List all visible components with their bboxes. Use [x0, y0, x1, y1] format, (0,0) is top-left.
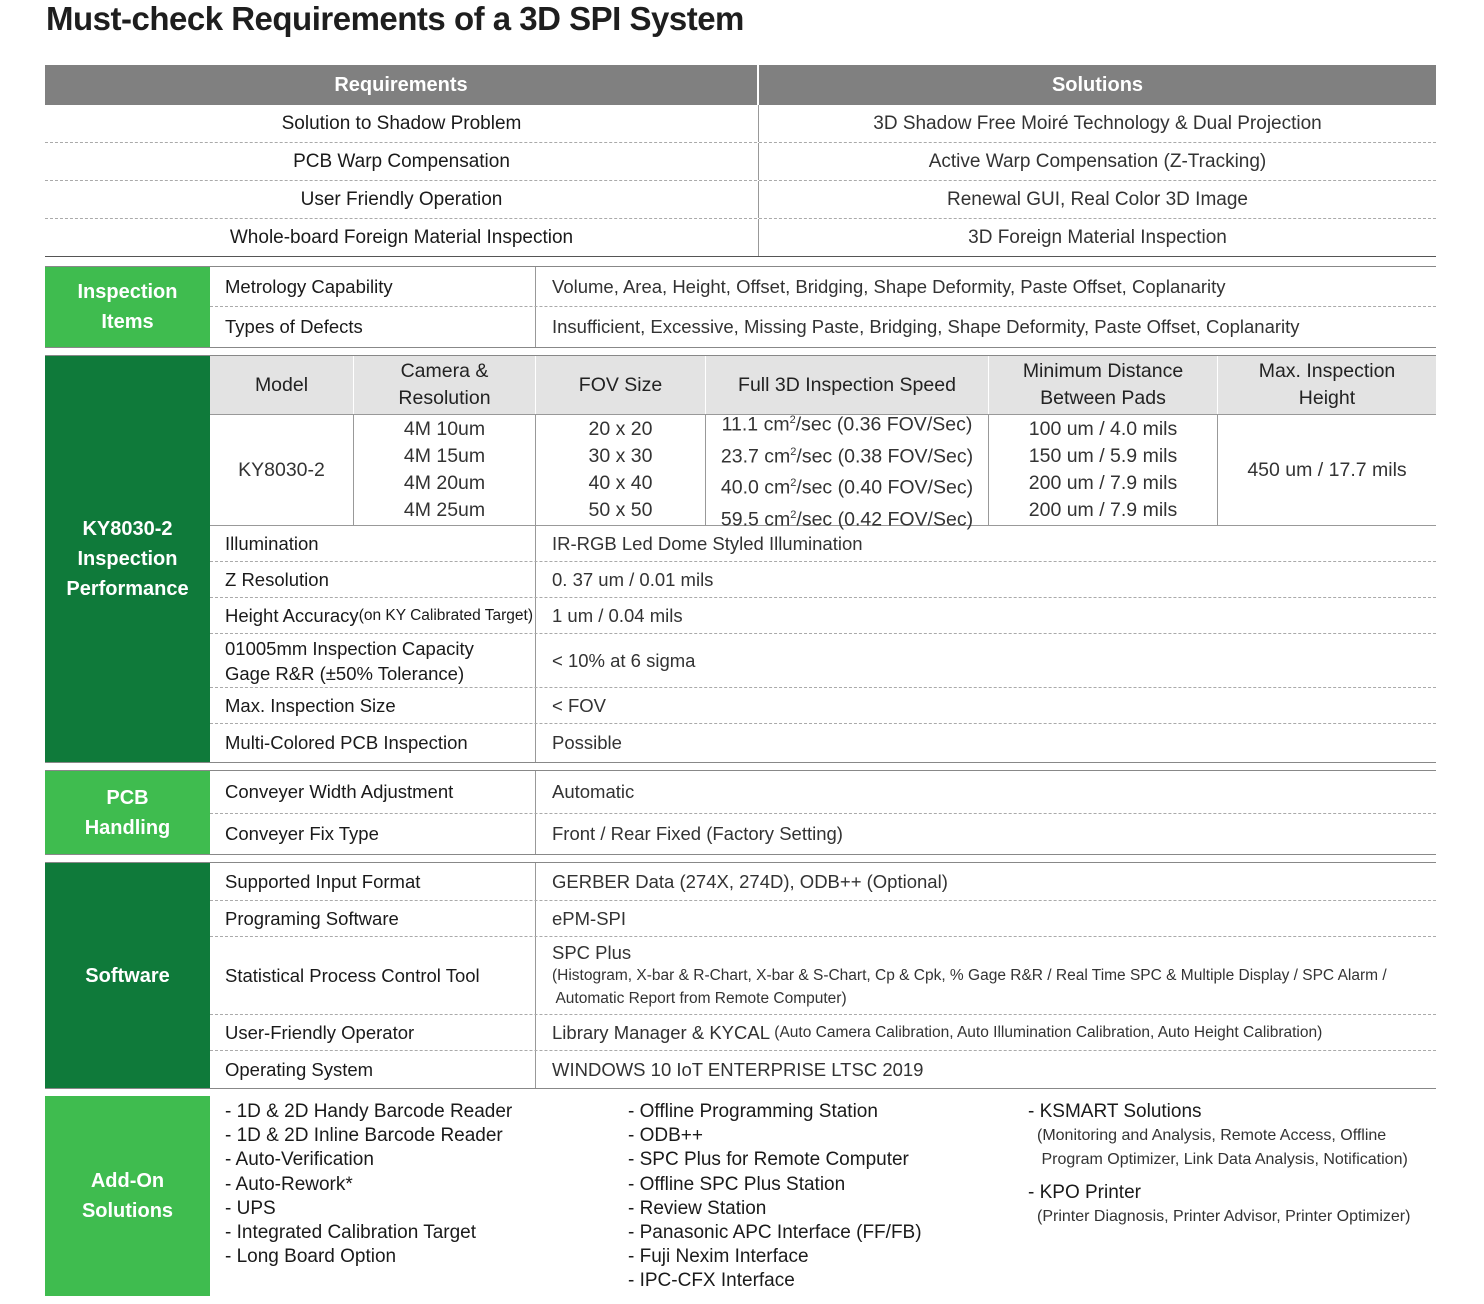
- list-item: - Long Board Option: [225, 1246, 397, 1268]
- solution-cell: 3D Shadow Free Moiré Technology & Dual Projection: [873, 112, 1322, 134]
- speed-value: 59.5 $cm^2/\sec$ (0.42 FOV/Sec): [720, 508, 974, 530]
- spec-label: Programing Software: [210, 901, 536, 936]
- list-item: - IPC-CFX Interface: [628, 1270, 795, 1292]
- requirement-cell: Whole-board Foreign Material Inspection: [45, 219, 759, 256]
- distance-header: [989, 356, 1218, 414]
- list-item: - Panasonic APC Interface (FF/FB): [628, 1222, 922, 1244]
- section-label-line: KY8030-2: [82, 518, 173, 540]
- spec-row: [210, 937, 1436, 1015]
- solution-cell: 3D Foreign Material Inspection: [968, 226, 1227, 248]
- spec-label: Conveyer Width Adjustment: [210, 771, 536, 813]
- addon-column-3: [1028, 1100, 1410, 1229]
- spec-row: [210, 771, 1436, 814]
- list-item: - Fuji Nexim Interface: [628, 1246, 809, 1268]
- max-height-cell: [1218, 415, 1436, 525]
- spec-label: Multi-Colored PCB Inspection: [210, 724, 536, 762]
- list-item: - UPS: [225, 1197, 276, 1219]
- list-item: - Integrated Calibration Target: [225, 1222, 477, 1244]
- requirements-header: [45, 65, 1436, 105]
- list-item: - SPC Plus for Remote Computer: [628, 1149, 909, 1171]
- spec-value: Library Manager & KYCAL (Auto Camera Calibration, Auto Illumination Calibration, Auto Height Calibration): [552, 1021, 1323, 1043]
- fov-cell: [536, 415, 706, 525]
- spec-value: Possible: [552, 732, 622, 753]
- list-item: - Auto-Rework*: [225, 1173, 353, 1195]
- addon-section: [45, 1096, 1436, 1296]
- requirement-cell: User Friendly Operation: [45, 181, 759, 218]
- table-row: [45, 219, 1436, 257]
- max-height-value: 450 um / 17.7 mils: [1247, 458, 1407, 481]
- spec-label: Types of Defects: [210, 307, 536, 347]
- spec-label: Illumination: [210, 526, 536, 561]
- spec-row: [210, 1051, 1436, 1088]
- speed-cell: [706, 413, 989, 530]
- list-item: - KSMART Solutions: [1028, 1101, 1202, 1122]
- model-value: KY8030-2: [238, 458, 325, 481]
- distance-value: 100 um / 4.0 mils: [1028, 418, 1178, 440]
- camera-value: 4M 10um: [403, 418, 486, 440]
- speed-header: Full 3D Inspection Speed: [706, 356, 989, 414]
- camera-header: [354, 356, 536, 414]
- addon-label: [45, 1096, 210, 1296]
- requirements-column-header: Requirements: [45, 65, 759, 105]
- spec-label: Supported Input Format: [210, 863, 536, 900]
- section-label-line: Inspection: [77, 548, 178, 570]
- list-item-note: (Printer Diagnosis, Printer Advisor, Printer Optimizer): [1037, 1207, 1411, 1225]
- spec-row: [210, 724, 1436, 762]
- fov-value: 30 x 30: [588, 445, 653, 467]
- software-section: [45, 862, 1436, 1089]
- section-label-line: Add-On: [90, 1170, 165, 1192]
- spec-label: Conveyer Fix Type: [210, 814, 536, 854]
- speed-value: 11.1 $cm^2/\sec$ (0.36 FOV/Sec): [721, 413, 973, 436]
- inspection-items-section: [45, 266, 1436, 348]
- camera-value: 4M 20um: [403, 472, 486, 494]
- speed-value: 40.0 $cm^2/\sec$ (0.40 FOV/Sec): [720, 476, 974, 499]
- section-label-line: Items: [101, 311, 154, 333]
- fov-value: 50 x 50: [588, 499, 653, 521]
- spec-row: [210, 863, 1436, 901]
- max-height-header: [1218, 356, 1436, 414]
- spec-row: [210, 814, 1436, 854]
- list-item-note: Program Optimizer, Link Data Analysis, Notification): [1037, 1151, 1408, 1169]
- spec-row: [210, 562, 1436, 598]
- solution-cell: Active Warp Compensation (Z-Tracking): [928, 150, 1267, 172]
- table-row: [45, 143, 1436, 181]
- spec-label: User-Friendly Operator: [210, 1015, 536, 1050]
- spec-label: Max. Inspection Size: [210, 688, 536, 723]
- spec-value: 1 um / 0.04 mils: [552, 604, 683, 626]
- spec-label: Height Accuracy (on KY Calibrated Target): [210, 598, 536, 633]
- list-item: - Auto-Verification: [225, 1149, 374, 1171]
- software-label: [45, 863, 210, 1088]
- spec-row: [210, 688, 1436, 724]
- model-header: Model: [210, 356, 354, 414]
- page-title: Must-check Requirements of a 3D SPI System: [46, 0, 744, 37]
- section-label-line: Performance: [66, 578, 189, 600]
- spec-value: GERBER Data (274X, 274D), ODB++ (Optional): [552, 870, 948, 892]
- spec-row: [210, 267, 1436, 307]
- model-cell: [210, 415, 354, 525]
- spec-row: [210, 307, 1436, 347]
- list-item: - Offline Programming Station: [628, 1101, 878, 1122]
- section-label-line: Software: [85, 964, 170, 987]
- header-line: Resolution: [398, 387, 491, 409]
- spec-value: Automatic: [552, 781, 635, 802]
- distance-value: 200 um / 7.9 mils: [1028, 472, 1178, 494]
- addon-column-1: [225, 1100, 512, 1269]
- spec-row: [210, 901, 1436, 937]
- header-line: Max. Inspection: [1258, 360, 1396, 382]
- spec-value: < 10% at 6 sigma: [552, 649, 696, 671]
- spec-row: [210, 526, 1436, 562]
- list-item: - 1D & 2D Handy Barcode Reader: [225, 1101, 513, 1122]
- spec-label: Metrology Capability: [210, 267, 536, 306]
- spec-value: WINDOWS 10 IoT ENTERPRISE LTSC 2019: [552, 1058, 924, 1080]
- spec-value: Volume, Area, Height, Offset, Bridging, Shape Deformity, Paste Offset, Coplanarity: [552, 275, 1226, 297]
- spec-value: IR-RGB Led Dome Styled Illumination: [552, 532, 863, 554]
- spec-label: Operating System: [210, 1051, 536, 1088]
- distance-cell: [989, 415, 1218, 525]
- spec-value: Front / Rear Fixed (Factory Setting): [552, 823, 843, 844]
- section-label-line: Handling: [84, 816, 171, 839]
- spec-label: Z Resolution: [210, 562, 536, 597]
- header-line: Height: [1298, 387, 1356, 409]
- addon-column-2: [628, 1100, 922, 1294]
- list-item: - ODB++: [628, 1125, 703, 1147]
- requirement-cell: Solution to Shadow Problem: [45, 105, 759, 142]
- list-item: - 1D & 2D Inline Barcode Reader: [225, 1125, 503, 1147]
- camera-value: 4M 25um: [403, 499, 486, 521]
- distance-value: 150 um / 5.9 mils: [1028, 445, 1178, 467]
- performance-section: [45, 355, 1436, 763]
- list-item: - KPO Printer: [1028, 1181, 1141, 1203]
- spec-row: [210, 598, 1436, 634]
- speed-value: 23.7 $cm^2/\sec$ (0.38 FOV/Sec): [720, 445, 974, 467]
- solution-cell: Renewal GUI, Real Color 3D Image: [947, 188, 1248, 210]
- header-line: Minimum Distance: [1022, 360, 1184, 382]
- inspection-items-label: [45, 267, 210, 347]
- pcb-handling-label: [45, 771, 210, 854]
- fov-value: 40 x 40: [588, 472, 653, 494]
- section-label-line: Solutions: [81, 1200, 174, 1222]
- spec-value: 0. 37 um / 0.01 mils: [552, 568, 714, 590]
- spec-value: < FOV: [552, 694, 606, 716]
- camera-value: 4M 15um: [403, 445, 486, 467]
- list-item: - Offline SPC Plus Station: [628, 1173, 846, 1195]
- spec-label: Statistical Process Control Tool: [210, 937, 536, 1014]
- spec-row: [210, 634, 1436, 688]
- section-label-line: PCB: [106, 786, 149, 809]
- header-line: Camera &: [400, 360, 489, 382]
- table-row: [45, 181, 1436, 219]
- pcb-handling-section: [45, 770, 1436, 855]
- spec-row: [210, 1015, 1436, 1051]
- requirement-cell: PCB Warp Compensation: [45, 143, 759, 180]
- header-line: Between Pads: [1040, 387, 1166, 409]
- fov-header: FOV Size: [536, 356, 706, 414]
- camera-cell: [354, 415, 536, 525]
- list-item-note: (Monitoring and Analysis, Remote Access, Offline: [1037, 1127, 1387, 1145]
- section-label-line: Inspection: [77, 281, 178, 303]
- spec-value: SPC Plus (Histogram, X-bar & R-Chart, X-bar & S-Chart, Cp & Cpk, % Gage R&R / Real Time SPC & Multiple Display / SPC Alarm / Automatic Report from Remote Computer): [552, 942, 1387, 1007]
- spec-value: ePM-SPI: [552, 907, 627, 929]
- performance-label: [45, 356, 210, 762]
- solutions-column-header: Solutions: [1051, 73, 1144, 96]
- table-row: [45, 105, 1436, 143]
- requirements-table: [45, 65, 1436, 257]
- spec-label: 01005mm Inspection Capacity Gage R&R (±50% Tolerance): [210, 634, 536, 687]
- spec-value: Insufficient, Excessive, Missing Paste, Bridging, Shape Deformity, Paste Offset, Coplanarity: [552, 316, 1300, 337]
- fov-value: 20 x 20: [588, 418, 653, 440]
- list-item: - Review Station: [628, 1197, 767, 1219]
- model-table-body: [210, 413, 1436, 530]
- distance-value: 200 um / 7.9 mils: [1028, 499, 1178, 521]
